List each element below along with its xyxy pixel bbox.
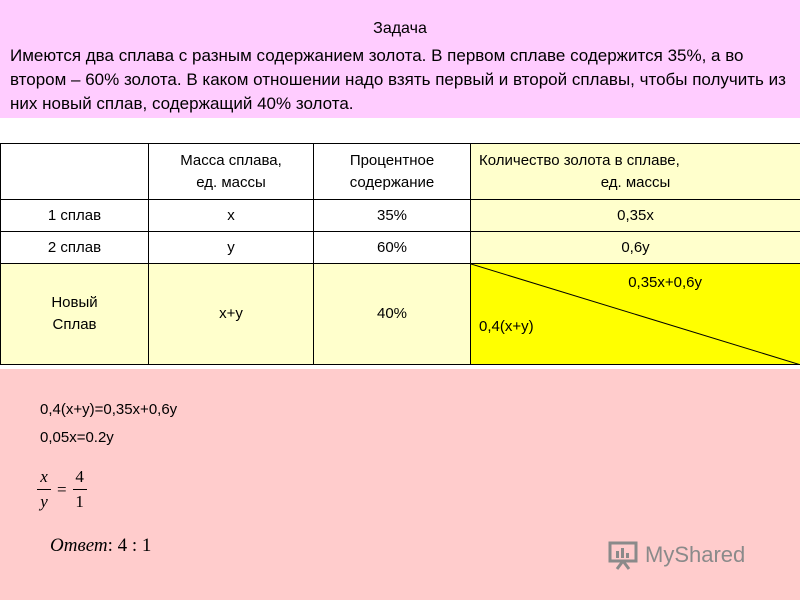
task-text: Имеются два сплава с разным содержанием золота. В первом сплаве содержится 35%, а во втором – 60% золота. В каком отношении надо взять первый и второй сплавы, чтобы получить из них новый сплав, содержащий 40% золота. (10, 46, 786, 113)
row-percent: 60% (314, 232, 471, 264)
header-gold (471, 144, 800, 200)
row-mass: x (149, 200, 314, 232)
header-percent-line1: Процентное (349, 151, 435, 169)
equals-sign: = (57, 479, 67, 499)
header-gold-line1: Количество золота в сплаве, (479, 151, 680, 169)
header-gold-line2: ед. массы (600, 173, 671, 191)
answer-label: Ответ (50, 535, 108, 556)
fraction-left-numerator: x (40, 467, 48, 486)
fraction-left-denominator: y (40, 492, 48, 511)
table-row (1, 232, 800, 264)
equation-line-2: 0,05x=0.2y (40, 429, 114, 446)
watermark-text: MyShared (645, 542, 746, 567)
answer (50, 535, 151, 557)
table-row (1, 200, 800, 232)
new-alloy-percent: 40% (314, 264, 471, 365)
row-gold: 0,6y (471, 232, 800, 264)
task-title: Задача (373, 20, 427, 37)
header-percent (314, 144, 471, 200)
row-name: 1 сплав (1, 200, 149, 232)
header-mass-line1: Масса сплава, (180, 151, 282, 169)
equation-line-1: 0,4(x+y)=0,35x+0,6y (40, 401, 178, 418)
row-percent: 35% (314, 200, 471, 232)
new-alloy-name-line1: Новый (51, 294, 98, 311)
fraction-bar (37, 489, 51, 490)
header-mass-line2: ед. массы (196, 173, 266, 191)
row-mass: y (149, 232, 314, 264)
header-percent-line2: содержание (349, 173, 435, 191)
fraction-bar (73, 489, 87, 490)
row-gold: 0,35x (471, 200, 800, 232)
answer-value: : 4 : 1 (107, 535, 152, 556)
alloy-table (0, 143, 800, 365)
fraction-left (37, 467, 51, 512)
presentation-screen-icon (607, 540, 641, 570)
ratio-fraction (37, 467, 87, 512)
watermark (607, 540, 745, 570)
table-row-new-alloy (1, 264, 800, 365)
row-name: 2 сплав (1, 232, 149, 264)
header-empty-cell (1, 144, 149, 200)
fraction-right-denominator: 1 (75, 492, 84, 511)
header-mass (149, 144, 314, 200)
new-alloy-name-line2: Сплав (52, 316, 97, 333)
new-alloy-gold-bottom: 0,4(x+y) (479, 318, 534, 335)
new-alloy-gold-top: 0,35x+0,6y (628, 274, 702, 291)
task-panel (0, 0, 800, 118)
table-header-row (1, 144, 800, 200)
new-alloy-gold (471, 264, 800, 365)
new-alloy-name (1, 264, 149, 365)
new-alloy-mass: x+y (149, 264, 314, 365)
fraction-right-numerator: 4 (75, 467, 84, 486)
fraction-right (73, 467, 87, 512)
